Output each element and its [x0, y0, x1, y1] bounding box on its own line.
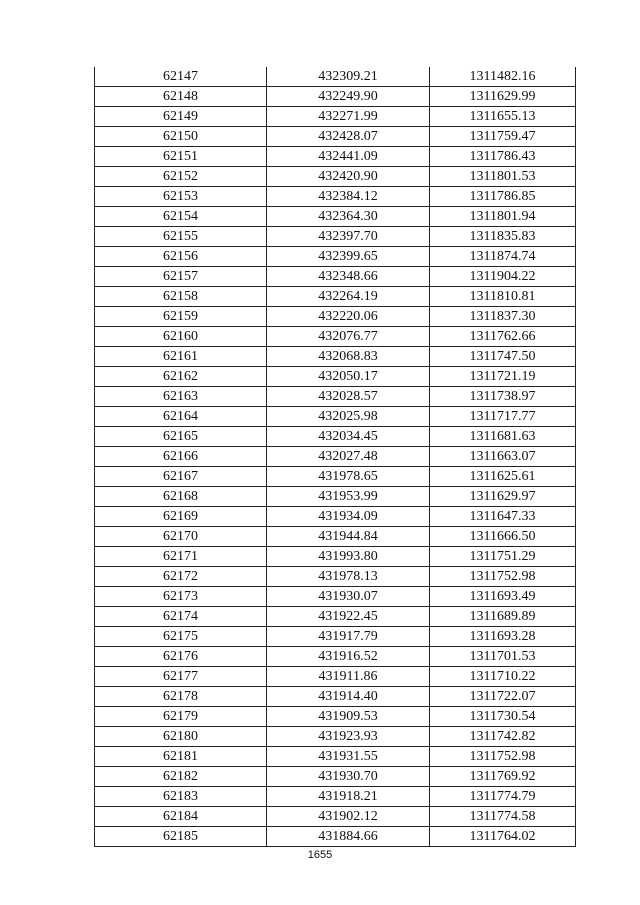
table-row — [95, 407, 576, 427]
point-id-cell: 62153 — [95, 187, 267, 207]
y-coordinate-cell: 1311629.97 — [430, 487, 576, 507]
y-coordinate-cell: 1311722.07 — [430, 687, 576, 707]
table-row — [95, 247, 576, 267]
x-coordinate-cell: 432034.45 — [267, 427, 430, 447]
point-id-cell: 62182 — [95, 767, 267, 787]
y-coordinate-cell: 1311837.30 — [430, 307, 576, 327]
y-coordinate-cell: 1311721.19 — [430, 367, 576, 387]
x-coordinate-cell: 431884.66 — [267, 827, 430, 847]
x-coordinate-cell: 432397.70 — [267, 227, 430, 247]
table-row — [95, 787, 576, 807]
table-row — [95, 147, 576, 167]
x-coordinate-cell: 431934.09 — [267, 507, 430, 527]
coordinates-table — [94, 67, 576, 847]
table-row — [95, 687, 576, 707]
y-coordinate-cell: 1311625.61 — [430, 467, 576, 487]
x-coordinate-cell: 431930.70 — [267, 767, 430, 787]
x-coordinate-cell: 432348.66 — [267, 267, 430, 287]
point-id-cell: 62170 — [95, 527, 267, 547]
point-id-cell: 62157 — [95, 267, 267, 287]
table-row — [95, 567, 576, 587]
point-id-cell: 62180 — [95, 727, 267, 747]
point-id-cell: 62163 — [95, 387, 267, 407]
x-coordinate-cell: 432025.98 — [267, 407, 430, 427]
table-row — [95, 507, 576, 527]
point-id-cell: 62185 — [95, 827, 267, 847]
y-coordinate-cell: 1311801.53 — [430, 167, 576, 187]
y-coordinate-cell: 1311742.82 — [430, 727, 576, 747]
x-coordinate-cell: 431978.13 — [267, 567, 430, 587]
table-row — [95, 287, 576, 307]
coordinates-table-body — [95, 67, 576, 847]
y-coordinate-cell: 1311738.97 — [430, 387, 576, 407]
point-id-cell: 62177 — [95, 667, 267, 687]
x-coordinate-cell: 431944.84 — [267, 527, 430, 547]
point-id-cell: 62183 — [95, 787, 267, 807]
table-row — [95, 547, 576, 567]
point-id-cell: 62164 — [95, 407, 267, 427]
table-row — [95, 747, 576, 767]
y-coordinate-cell: 1311482.16 — [430, 67, 576, 87]
table-row — [95, 367, 576, 387]
y-coordinate-cell: 1311774.79 — [430, 787, 576, 807]
table-row — [95, 667, 576, 687]
table-row — [95, 607, 576, 627]
x-coordinate-cell: 432249.90 — [267, 87, 430, 107]
x-coordinate-cell: 431909.53 — [267, 707, 430, 727]
x-coordinate-cell: 431914.40 — [267, 687, 430, 707]
y-coordinate-cell: 1311730.54 — [430, 707, 576, 727]
point-id-cell: 62176 — [95, 647, 267, 667]
x-coordinate-cell: 432384.12 — [267, 187, 430, 207]
y-coordinate-cell: 1311647.33 — [430, 507, 576, 527]
point-id-cell: 62181 — [95, 747, 267, 767]
x-coordinate-cell: 432050.17 — [267, 367, 430, 387]
point-id-cell: 62166 — [95, 447, 267, 467]
point-id-cell: 62158 — [95, 287, 267, 307]
y-coordinate-cell: 1311835.83 — [430, 227, 576, 247]
x-coordinate-cell: 431978.65 — [267, 467, 430, 487]
point-id-cell: 62172 — [95, 567, 267, 587]
y-coordinate-cell: 1311874.74 — [430, 247, 576, 267]
y-coordinate-cell: 1311801.94 — [430, 207, 576, 227]
y-coordinate-cell: 1311751.29 — [430, 547, 576, 567]
page-number: 1655 — [307, 849, 333, 861]
y-coordinate-cell: 1311786.43 — [430, 147, 576, 167]
y-coordinate-cell: 1311717.77 — [430, 407, 576, 427]
point-id-cell: 62178 — [95, 687, 267, 707]
point-id-cell: 62155 — [95, 227, 267, 247]
point-id-cell: 62147 — [95, 67, 267, 87]
y-coordinate-cell: 1311769.92 — [430, 767, 576, 787]
y-coordinate-cell: 1311663.07 — [430, 447, 576, 467]
x-coordinate-cell: 431918.21 — [267, 787, 430, 807]
point-id-cell: 62174 — [95, 607, 267, 627]
y-coordinate-cell: 1311774.58 — [430, 807, 576, 827]
x-coordinate-cell: 432027.48 — [267, 447, 430, 467]
table-row — [95, 207, 576, 227]
x-coordinate-cell: 432068.83 — [267, 347, 430, 367]
point-id-cell: 62154 — [95, 207, 267, 227]
point-id-cell: 62159 — [95, 307, 267, 327]
point-id-cell: 62148 — [95, 87, 267, 107]
point-id-cell: 62151 — [95, 147, 267, 167]
x-coordinate-cell: 432309.21 — [267, 67, 430, 87]
y-coordinate-cell: 1311701.53 — [430, 647, 576, 667]
point-id-cell: 62168 — [95, 487, 267, 507]
point-id-cell: 62167 — [95, 467, 267, 487]
table-row — [95, 67, 576, 87]
y-coordinate-cell: 1311762.66 — [430, 327, 576, 347]
y-coordinate-cell: 1311693.49 — [430, 587, 576, 607]
point-id-cell: 62156 — [95, 247, 267, 267]
table-row — [95, 707, 576, 727]
point-id-cell: 62150 — [95, 127, 267, 147]
table-row — [95, 227, 576, 247]
y-coordinate-cell: 1311759.47 — [430, 127, 576, 147]
x-coordinate-cell: 432364.30 — [267, 207, 430, 227]
y-coordinate-cell: 1311689.89 — [430, 607, 576, 627]
y-coordinate-cell: 1311693.28 — [430, 627, 576, 647]
point-id-cell: 62149 — [95, 107, 267, 127]
table-row — [95, 127, 576, 147]
x-coordinate-cell: 431923.93 — [267, 727, 430, 747]
table-row — [95, 307, 576, 327]
table-row — [95, 487, 576, 507]
table-row — [95, 267, 576, 287]
x-coordinate-cell: 431917.79 — [267, 627, 430, 647]
table-row — [95, 387, 576, 407]
x-coordinate-cell: 432271.99 — [267, 107, 430, 127]
x-coordinate-cell: 431993.80 — [267, 547, 430, 567]
table-row — [95, 627, 576, 647]
y-coordinate-cell: 1311810.81 — [430, 287, 576, 307]
table-row — [95, 427, 576, 447]
table-row — [95, 347, 576, 367]
y-coordinate-cell: 1311764.02 — [430, 827, 576, 847]
x-coordinate-cell: 432399.65 — [267, 247, 430, 267]
y-coordinate-cell: 1311710.22 — [430, 667, 576, 687]
point-id-cell: 62173 — [95, 587, 267, 607]
point-id-cell: 62152 — [95, 167, 267, 187]
x-coordinate-cell: 432028.57 — [267, 387, 430, 407]
table-row — [95, 187, 576, 207]
y-coordinate-cell: 1311752.98 — [430, 747, 576, 767]
x-coordinate-cell: 431931.55 — [267, 747, 430, 767]
point-id-cell: 62161 — [95, 347, 267, 367]
x-coordinate-cell: 432420.90 — [267, 167, 430, 187]
x-coordinate-cell: 431916.52 — [267, 647, 430, 667]
table-row — [95, 807, 576, 827]
y-coordinate-cell: 1311786.85 — [430, 187, 576, 207]
x-coordinate-cell: 431930.07 — [267, 587, 430, 607]
y-coordinate-cell: 1311681.63 — [430, 427, 576, 447]
point-id-cell: 62175 — [95, 627, 267, 647]
point-id-cell: 62160 — [95, 327, 267, 347]
table-row — [95, 727, 576, 747]
table-row — [95, 467, 576, 487]
x-coordinate-cell: 432220.06 — [267, 307, 430, 327]
y-coordinate-cell: 1311666.50 — [430, 527, 576, 547]
table-row — [95, 167, 576, 187]
point-id-cell: 62184 — [95, 807, 267, 827]
x-coordinate-cell: 432264.19 — [267, 287, 430, 307]
table-row — [95, 527, 576, 547]
x-coordinate-cell: 432441.09 — [267, 147, 430, 167]
y-coordinate-cell: 1311904.22 — [430, 267, 576, 287]
table-row — [95, 647, 576, 667]
table-row — [95, 587, 576, 607]
table-row — [95, 447, 576, 467]
x-coordinate-cell: 431911.86 — [267, 667, 430, 687]
point-id-cell: 62169 — [95, 507, 267, 527]
y-coordinate-cell: 1311752.98 — [430, 567, 576, 587]
x-coordinate-cell: 432428.07 — [267, 127, 430, 147]
table-row — [95, 827, 576, 847]
point-id-cell: 62162 — [95, 367, 267, 387]
table-row — [95, 327, 576, 347]
x-coordinate-cell: 432076.77 — [267, 327, 430, 347]
x-coordinate-cell: 431902.12 — [267, 807, 430, 827]
point-id-cell: 62179 — [95, 707, 267, 727]
table-row — [95, 107, 576, 127]
x-coordinate-cell: 431922.45 — [267, 607, 430, 627]
x-coordinate-cell: 431953.99 — [267, 487, 430, 507]
table-row — [95, 87, 576, 107]
y-coordinate-cell: 1311655.13 — [430, 107, 576, 127]
y-coordinate-cell: 1311629.99 — [430, 87, 576, 107]
point-id-cell: 62165 — [95, 427, 267, 447]
y-coordinate-cell: 1311747.50 — [430, 347, 576, 367]
point-id-cell: 62171 — [95, 547, 267, 567]
table-row — [95, 767, 576, 787]
